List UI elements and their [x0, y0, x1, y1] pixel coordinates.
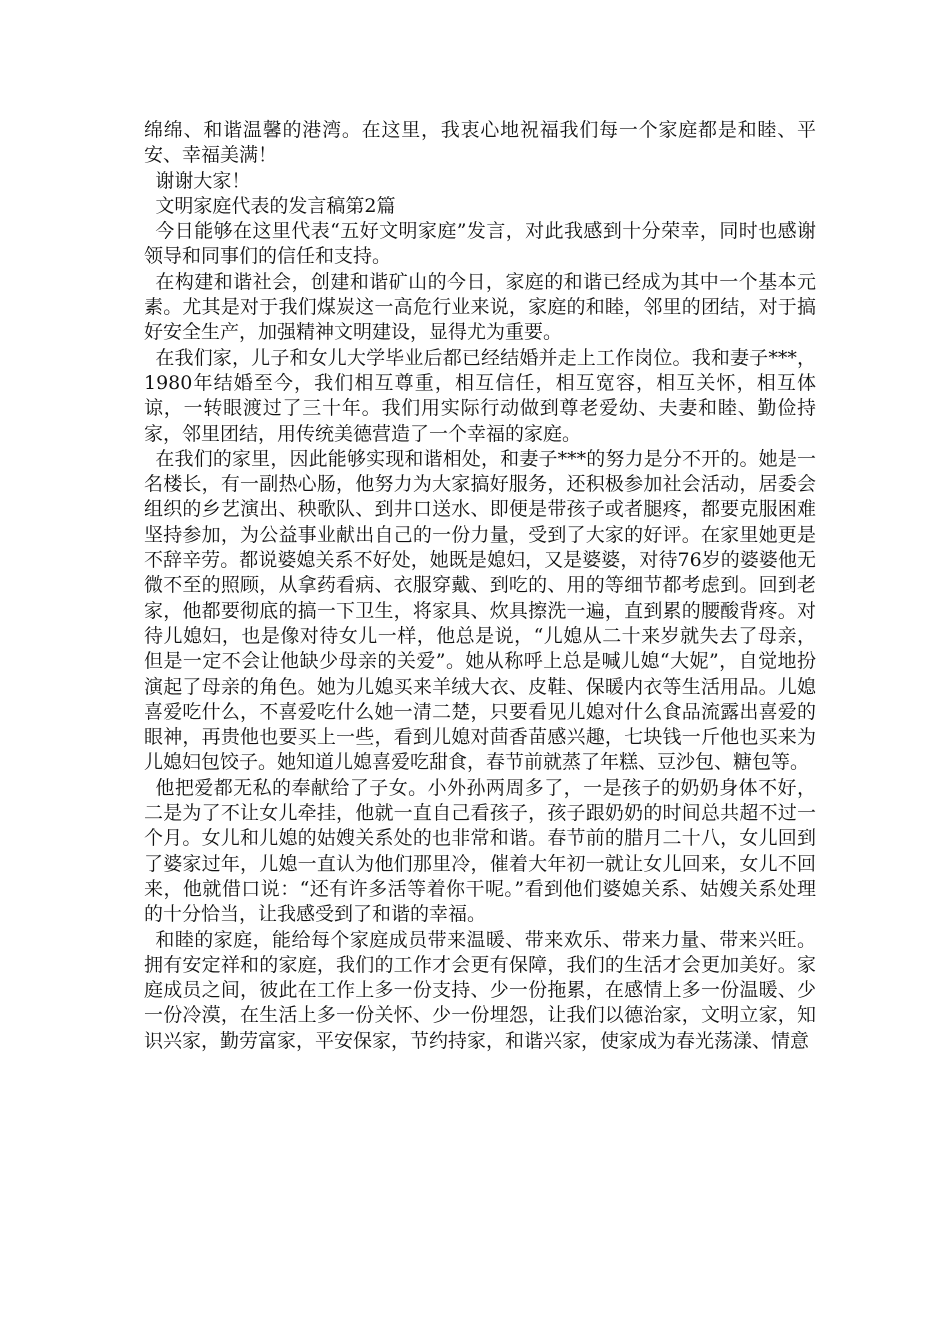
paragraph-wife: 在我们的家里，因此能够实现和谐相处，和妻子***的努力是分不开的。她是一名楼长，有一副热心肠，他努力为大家搞好服务，还积极参加社会活动，居委会组织的乡艺演出、秧歌队、到井口送水、即便是带孩子或者腿疼，都要克服困难坚持参加，为公益事业献出自己的一份力量，受到了大家的好评。在家里她更是不辞辛劳。都说婆媳关系不好处，她既是媳妇，又是婆婆，对待76岁的婆婆他无微不至的照顾，从拿药看病、衣服穿戴、到吃的、用的等细节都考虑到。回到老家，他都要彻底的搞一下卫生，将家具、炊具擦洗一遍，直到累的腰酸背疼。对待儿媳妇，也是像对待女儿一样，他总是说，“儿媳从二十来岁就失去了母亲，但是一定不会让他缺少母亲的关爱”。她从称呼上总是喊儿媳“大妮”，自觉地扮演起了母亲的角色。她为儿媳买来羊绒大衣、皮鞋、保暖内衣等生活用品。儿媳喜爱吃什么，不喜爱吃什么她一清二楚，只要看见儿媳对什么食品流露出喜爱的眼神，再贵他也要买上一些，看到儿媳对茴香苗感兴趣，七块钱一斤他也买来为儿媳妇包饺子。她知道儿媳喜爱吃甜食，春节前就蒸了年糕、豆沙包、糖包等。 — [144, 447, 816, 774]
document-body — [144, 118, 816, 1054]
paragraph-opening: 今日能够在这里代表“五好文明家庭”发言，对此我感到十分荣幸，同时也感谢领导和同事们的信任和支持。 — [144, 220, 816, 268]
paragraph-family: 在我们家，儿子和女儿大学毕业后都已经结婚并走上工作岗位。我和妻子***，1980年结婚至今，我们相互尊重，相互信任，相互宽容，相互关怀，相互体谅，一转眼渡过了三十年。我们用实际行动做到尊老爱幼、夫妻和睦、勤俭持家，邻里团结，用传统美德营造了一个幸福的家庭。 — [144, 346, 816, 445]
paragraph-thanks: 谢谢大家！ — [155, 169, 251, 192]
paragraph-conclusion: 和睦的家庭，能给每个家庭成员带来温暖、带来欢乐、带来力量、带来兴旺。拥有安定祥和的家庭，我们的工作才会更有保障，我们的生活才会更加美好。家庭成员之间，彼此在工作上多一份支持、少一份拖累，在感情上多一份温暖、少一份冷漠，在生活上多一份关怀、少一份埋怨，让我们以德治家，文明立家，知识兴家，勤劳富家，平安保家，节约持家，和谐兴家，使家成为春光荡漾、情意 — [144, 928, 816, 1052]
section-heading: 文明家庭代表的发言稿第2篇 — [155, 194, 396, 217]
paragraph-harmony: 在构建和谐社会，创建和谐矿山的今日，家庭的和谐已经成为其中一个基本元素。尤其是对于我们煤炭这一高危行业来说，家庭的和睦，邻里的团结，对于搞好安全生产，加强精神文明建设，显得尤为重要。 — [144, 270, 816, 344]
paragraph-children: 他把爱都无私的奉献给了子女。小外孙两周多了，一是孩子的奶奶身体不好，二是为了不让女儿牵挂，他就一直自己看孩子，孩子跟奶奶的时间总共超不过一个月。女儿和儿媳的姑嫂关系处的也非常和谐。春节前的腊月二十八，女儿回到了婆家过年，儿媳一直认为他们那里冷，催着大年初一就让女儿回来，女儿不回来，他就借口说：“还有许多活等着你干呢。”看到他们婆媳关系、姑嫂关系处理的十分恰当，让我感受到了和谐的幸福。 — [144, 776, 816, 926]
paragraph-closing-continuation: 绵绵、和谐温馨的港湾。在这里，我衷心地祝福我们每一个家庭都是和睦、平安、幸福美满！ — [144, 119, 816, 167]
